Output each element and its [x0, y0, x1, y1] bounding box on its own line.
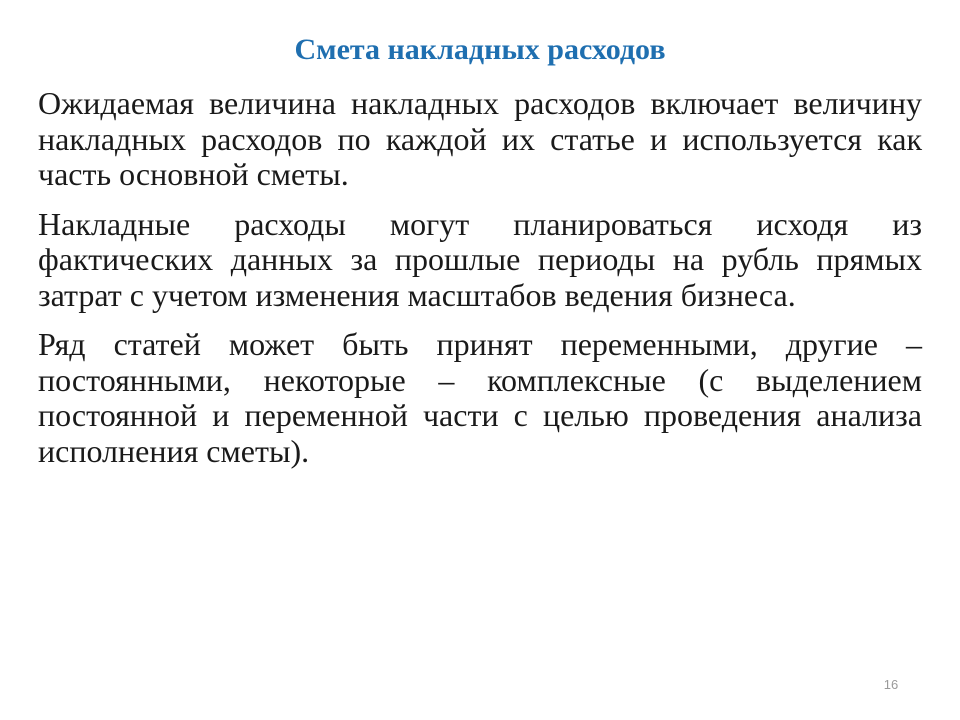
paragraph-1: Ожидаемая величина накладных расходов включает величину накладных расходов по каждой их статье и используется как часть основной сметы. — [38, 85, 922, 192]
slide-title: Смета накладных расходов — [294, 33, 666, 66]
slide-body — [38, 86, 922, 483]
paragraph-2: Накладные расходы могут планироваться исходя из фактических данных за прошлые периоды на рубль прямых затрат с учетом изменения масштабов ведения бизнеса. — [38, 205, 922, 313]
page-number: 16 — [883, 677, 899, 692]
paragraph-3: Ряд статей может быть принят переменными, другие – постоянными, некоторые – комплексные (с выделением постоянной и переменной части с целью проведения анализа исполнения сметы). — [38, 326, 922, 469]
